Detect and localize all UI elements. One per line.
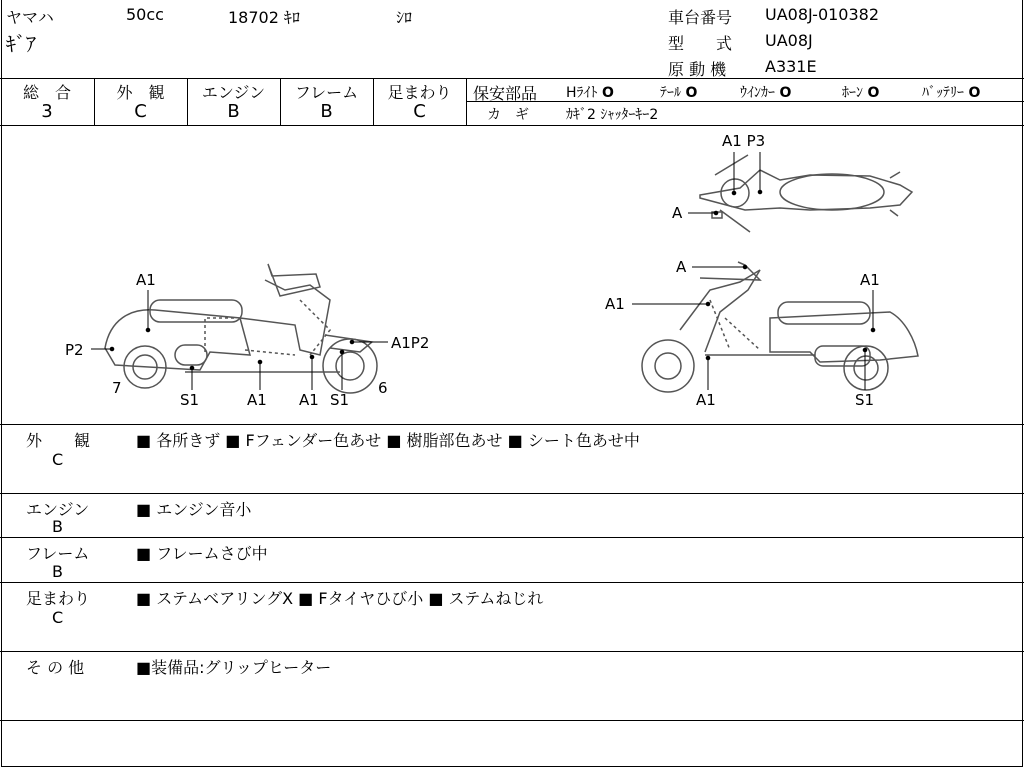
divider — [0, 493, 1024, 494]
divider — [466, 78, 467, 125]
engine-value: A331E — [765, 57, 817, 76]
check-mark: O — [601, 85, 614, 101]
label-right-a: A — [676, 258, 687, 276]
remark-grade-engine: B — [52, 517, 63, 536]
label-left-a1-b: A1 — [247, 391, 267, 409]
maker: ヤマハ — [6, 8, 54, 27]
safety-battery: ﾊﾞｯﾃﾘｰ O — [922, 85, 981, 101]
check-mark: O — [968, 85, 981, 101]
label-right-a1-c: A1 — [696, 391, 716, 409]
grade-overall: 3 — [41, 101, 53, 122]
label-left-p2: P2 — [65, 341, 84, 359]
grade-header-engine: エンジン — [201, 83, 266, 102]
model-name: ｷﾞｱ — [6, 32, 36, 56]
label-right-a1-b: A1 — [860, 271, 880, 289]
divider — [0, 651, 1024, 652]
remark-text-suspension: ■ ステムベアリングX ■ Fタイヤひび小 ■ ステムねじれ — [136, 589, 544, 608]
diagram-labels — [65, 132, 880, 409]
label-left-a1: A1 — [136, 271, 156, 289]
check-mark: O — [867, 85, 880, 101]
label-left-s1-b: S1 — [330, 391, 350, 409]
displacement: 50cc — [126, 5, 164, 24]
grade-header-suspension: 足まわり — [387, 83, 452, 102]
remark-text-exterior: ■ 各所きず ■ Fフェンダー色あせ ■ 樹脂部色あせ ■ シート色あせ中 — [136, 431, 640, 450]
check-mark: O — [685, 85, 698, 101]
remark-title-suspension: 足まわり — [26, 589, 91, 608]
safety-horn: ﾎｰﾝ O — [842, 85, 880, 101]
remark-title-other: そ の 他 — [26, 658, 85, 677]
remark-text-other: ■装備品:グリップヒーター — [136, 658, 332, 677]
label-left-a1p2: A1P2 — [391, 334, 430, 352]
grade-header-frame: フレーム — [294, 83, 359, 102]
divider — [0, 720, 1024, 721]
grade-suspension: C — [413, 101, 426, 122]
safety-label: 保安部品 — [473, 84, 538, 103]
label-right-a1: A1 — [605, 295, 625, 313]
remark-title-frame: フレーム — [26, 544, 90, 563]
label-right-s1: S1 — [855, 391, 875, 409]
label-left-7: 7 — [112, 379, 122, 397]
divider — [0, 537, 1024, 538]
remark-text-frame: ■ フレームさび中 — [136, 544, 268, 563]
safety-tail: ﾃｰﾙ O — [660, 85, 698, 101]
remark-grade-exterior: C — [52, 450, 64, 469]
remark-grade-suspension: C — [52, 608, 64, 627]
grade-engine: B — [227, 101, 240, 122]
label-left-6: 6 — [378, 379, 388, 397]
label-top-a1p3: A1 P3 — [722, 132, 766, 150]
label-left-a1-c: A1 — [299, 391, 319, 409]
check-mark: O — [779, 85, 792, 101]
key-text: ｶｷﾞ2 ｼｬｯﾀｰｷｰ2 — [566, 107, 659, 123]
frame-no: UA08J-010382 — [765, 5, 880, 24]
grade-exterior: C — [134, 101, 147, 122]
remark-title-exterior: 外 観 — [26, 431, 91, 450]
remark-text-engine: ■ エンジン音小 — [136, 500, 252, 519]
safety-headlight: Hﾗｲﾄ O — [566, 85, 614, 101]
divider — [0, 424, 1024, 425]
grade-header-overall: 総 合 — [22, 83, 71, 102]
remark-grade-frame: B — [52, 562, 63, 581]
mileage: 18702 ｷﾛ — [228, 8, 300, 27]
grade-frame: B — [320, 101, 333, 122]
grade-header-exterior: 外 観 — [116, 83, 165, 102]
safety-winker: ｳｲﾝｶｰ O — [740, 85, 792, 101]
scooter-diagram — [0, 126, 1024, 424]
type-value: UA08J — [765, 31, 813, 50]
engine-label: 原 動 機 — [668, 60, 727, 79]
color: ｼﾛ — [396, 8, 413, 27]
remark-title-engine: エンジン — [26, 500, 90, 519]
key-label: カ ギ — [487, 107, 529, 123]
label-top-a: A — [672, 204, 683, 222]
frame-no-label: 車台番号 — [668, 8, 733, 27]
label-left-s1: S1 — [180, 391, 200, 409]
divider — [0, 582, 1024, 583]
divider — [0, 78, 1024, 79]
type-label: 型 式 — [668, 34, 733, 53]
